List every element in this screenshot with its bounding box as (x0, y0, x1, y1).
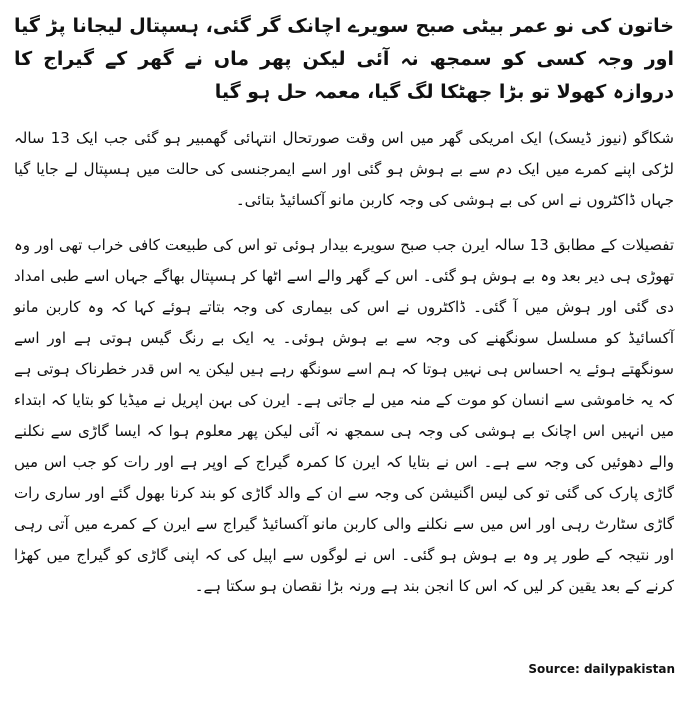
article-paragraph-intro: شکاگو (نیوز ڈیسک) ایک امریکی گھر میں اس وقت صورتحال انتہائی گھمبیر ہو گئی جب ایک 13 سالہ لڑکی اپنے کمرے میں ایک دم سے بے ہوش ہو گئی اور اسے ایمرجنسی کی حالت میں ہسپتال لے جایا گیا جہاں ڈاکٹروں نے اس کی بے ہوشی کی وجہ کاربن مانو آکسائیڈ بتائی۔ (14, 129, 674, 209)
source-credit: Source: dailypakistan (528, 662, 675, 676)
article-paragraph-details: تفصیلات کے مطابق 13 سالہ ایرن جب صبح سویرے بیدار ہوئی تو اس کی طبیعت کافی خراب تھی اور وہ تھوڑی ہی دیر بعد وہ بے ہوش ہو گئی۔ اس کے گھر والے اسے اٹھا کر ہسپتال بھاگے جہاں اسے طبی امداد دی گئی اور ہوش میں آ گئی۔ ڈاکٹروں نے اس کی بیماری کی وجہ بتاتے ہوئے کہا کہ وہ کاربن مانو آکسائیڈ کو مسلسل سونگھنے کی وجہ سے بے ہوش ہوئی۔ یہ ایک بے رنگ گیس ہوتی ہے اور اسے سونگھتے ہوئے یہ احساس ہی نہیں ہوتا کہ ہم اسے سونگھ رہے ہیں لیکن یہ اس قدر خطرناک ہوتی ہے کہ یہ خاموشی سے انسان کو موت کے منہ میں لے جاتی ہے۔ ایرن کی بہن اپریل نے میڈیا کو بتایا کہ ابتداء میں انہیں اس اچانک بے ہوشی کی وجہ ہی سمجھ نہ آئی لیکن پھر معلوم ہوا کہ ایسا گاڑی سے نکلنے والے دھوئیں کی وجہ سے ہے۔ اس نے بتایا کہ ایرن کا کمرہ گیراج کے اوپر ہے اور رات کو جب اس میں گاڑی پارک کی گئی تو کی لیس اگنیشن کی وجہ سے ان کے والد گاڑی کو بند کرنا بھول گئے اور ساری رات گاڑی سٹارٹ رہی اور اس میں سے نکلنے والی کاربن مانو آکسائیڈ گیراج سے ایرن کے کمرے میں آتی رہی اور نتیجہ کے طور پر وہ بے ہوش ہو گئی۔ اس نے لوگوں سے اپیل کی کہ اپنی گاڑی کو گیراج میں کھڑا کرنے کے بعد یقین کر لیں کہ اس کا انجن بند ہے ورنہ بڑا نقصان ہو سکتا ہے۔ (14, 236, 674, 595)
article-headline: خاتون کی نو عمر بیٹی صبح سویرے اچانک گر گئی، ہسپتال لیجانا پڑ گیا اور وجہ کسی کو سمجھ نہ آئی لیکن پھر ماں نے گھر کے گیراج کا دروازہ کھولا تو بڑا جھٹکا لگ گیا، معمہ حل ہو گیا (14, 15, 674, 103)
news-article (14, 10, 674, 616)
